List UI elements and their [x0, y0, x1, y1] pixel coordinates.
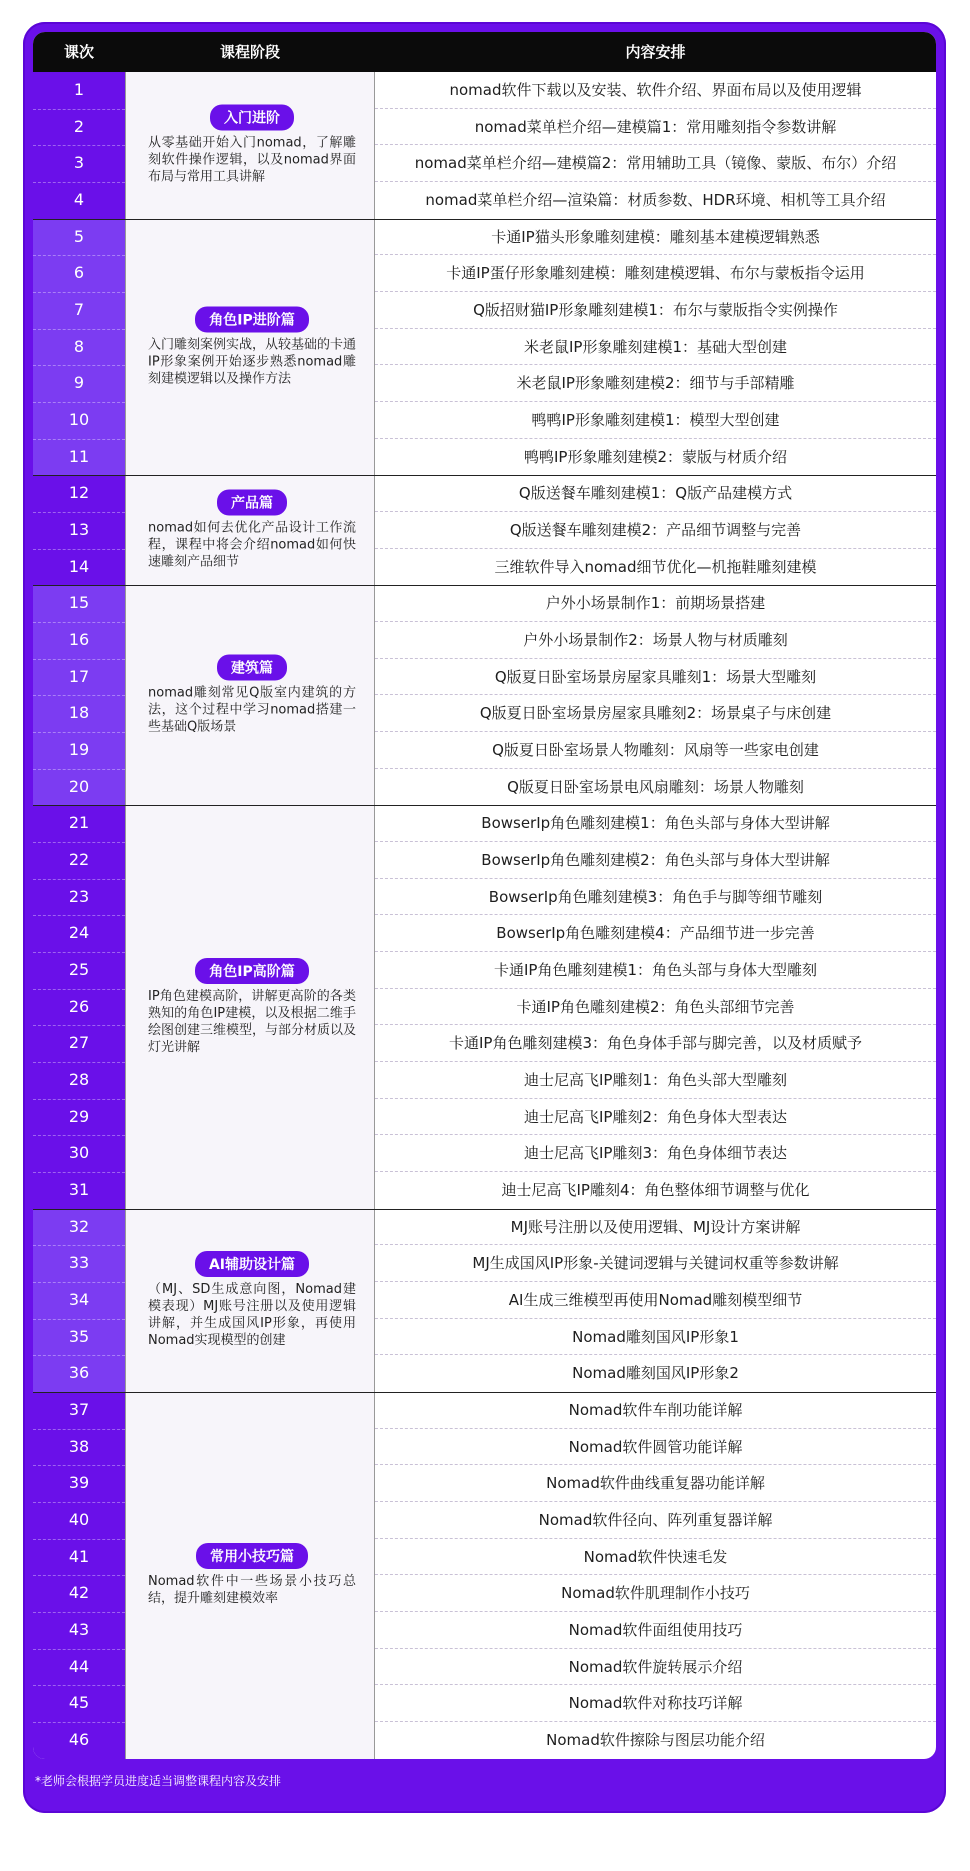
row-divider	[33, 1465, 125, 1466]
stage-divider	[33, 585, 936, 586]
stage-info	[148, 490, 356, 571]
lesson-number: 26	[33, 989, 125, 1026]
lesson-number: 37	[33, 1392, 125, 1429]
lesson-number: 43	[33, 1612, 125, 1649]
row-divider	[33, 1282, 125, 1283]
stage-info	[148, 1543, 356, 1607]
stage-divider	[33, 475, 936, 476]
lesson-number: 32	[33, 1209, 125, 1246]
lesson-content: Q版送餐车雕刻建模2：产品细节调整与完善	[375, 512, 936, 549]
lesson-content: Q版夏日卧室场景电风扇雕刻：场景人物雕刻	[507, 777, 804, 796]
lesson-content: 鸭鸭IP形象雕刻建模2：蒙版与材质介绍	[523, 447, 787, 466]
lesson-number: 6	[33, 255, 125, 292]
row-divider	[33, 732, 125, 733]
lesson-number: 18	[33, 695, 125, 732]
row-divider	[33, 879, 125, 880]
lesson-number: 16	[33, 622, 125, 659]
row-divider	[33, 1539, 125, 1540]
lesson-content: Nomad软件快速毛发	[375, 1539, 936, 1576]
row-divider	[33, 1575, 125, 1576]
lesson-content: 迪士尼高飞IP雕刻4：角色整体细节调整与优化	[501, 1181, 810, 1200]
lesson-number: 46	[33, 1722, 125, 1759]
lesson-content: Nomad软件肌理制作小技巧	[375, 1575, 936, 1612]
lesson-content: 卡通IP猫头形象雕刻建模：雕刻基本建模逻辑熟悉	[375, 219, 936, 256]
row-divider	[33, 402, 125, 403]
row-divider	[33, 1722, 125, 1723]
lesson-content: 迪士尼高飞IP雕刻3：角色身体细节表达	[375, 1135, 936, 1172]
row-divider	[33, 695, 125, 696]
lesson-content: BowserIp角色雕刻建模2：角色头部与身体大型讲解	[375, 842, 936, 879]
row-divider	[33, 255, 125, 256]
stage-info	[148, 105, 356, 186]
stage-cell	[125, 72, 375, 219]
row-divider	[33, 1099, 125, 1100]
header-content: 内容安排	[625, 43, 686, 61]
lesson-content: Nomad软件车削功能详解	[375, 1392, 936, 1429]
row-divider	[33, 915, 125, 916]
stage-description: Nomad软件中一些场景小技巧总结，提升雕刻建模效率	[148, 1574, 356, 1607]
lesson-content: MJ账号注册以及使用逻辑、MJ设计方案讲解	[375, 1209, 936, 1246]
row-divider	[33, 365, 125, 366]
stage-description: （MJ、SD生成意向图，Nomad建模表现）MJ账号注册以及使用逻辑讲解，并生成国风IP形象，再使用Nomad实现模型的创建	[148, 1282, 356, 1349]
lesson-number: 40	[33, 1502, 125, 1539]
stage-info	[148, 307, 356, 388]
lesson-number: 9	[33, 365, 125, 402]
row-divider	[33, 1649, 125, 1650]
row-divider	[33, 1245, 125, 1246]
lesson-content: nomad菜单栏介绍—渲染篇：材质参数、HDR环境、相机等工具介绍	[425, 191, 886, 209]
lesson-number: 23	[33, 879, 125, 916]
lesson-content: 米老鼠IP形象雕刻建模2：细节与手部精雕	[375, 365, 936, 402]
row-divider	[33, 659, 125, 660]
row-divider	[33, 1172, 125, 1173]
lesson-content: 迪士尼高飞IP雕刻2：角色身体大型表达	[375, 1099, 936, 1136]
lesson-number: 22	[33, 842, 125, 879]
stage-title-badge: AI辅助设计篇	[195, 1251, 309, 1277]
lesson-number: 1	[33, 72, 125, 109]
row-divider	[33, 109, 125, 110]
lesson-number: 34	[33, 1282, 125, 1319]
lesson-number: 20	[33, 769, 125, 806]
lesson-content: Q版夏日卧室场景房屋家具雕刻1：场景大型雕刻	[375, 659, 936, 696]
header-lesson-no: 课次	[63, 43, 94, 61]
row-divider	[33, 439, 125, 440]
stage-cell	[125, 219, 375, 476]
lesson-content: 米老鼠IP形象雕刻建模1：基础大型创建	[375, 329, 936, 366]
lesson-content: 卡通IP角色雕刻建模2：角色头部细节完善	[375, 989, 936, 1026]
lesson-number: 44	[33, 1649, 125, 1686]
row-divider	[33, 622, 125, 623]
lesson-content: Nomad雕刻国风IP形象1	[375, 1319, 936, 1356]
lesson-number: 35	[33, 1319, 125, 1356]
lesson-content: 鸭鸭IP形象雕刻建模1：模型大型创建	[375, 402, 936, 439]
row-divider	[33, 989, 125, 990]
row-divider	[33, 1685, 125, 1686]
lesson-content: BowserIp角色雕刻建模3：角色手与脚等细节雕刻	[375, 879, 936, 916]
row-divider	[33, 952, 125, 953]
lesson-number: 41	[33, 1539, 125, 1576]
stage-description: nomad雕刻常见Q版室内建筑的方法，这个过程中学习nomad搭建一些基础Q版场景	[148, 685, 356, 735]
lesson-number: 27	[33, 1025, 125, 1062]
stage-description: 从零基础开始入门nomad，了解雕刻软件操作逻辑，以及nomad界面布局与常用工具讲解	[148, 135, 356, 185]
stage-title-badge: 产品篇	[217, 490, 287, 516]
lesson-number: 5	[33, 219, 125, 256]
stage-cell	[125, 1392, 375, 1759]
stage-cell	[125, 1209, 375, 1392]
stage-info	[148, 655, 356, 736]
row-divider	[33, 1062, 125, 1063]
course-table	[33, 32, 936, 1759]
row-divider	[33, 842, 125, 843]
stage-title-badge: 入门进阶	[210, 105, 294, 131]
row-divider	[33, 1135, 125, 1136]
lesson-number: 33	[33, 1245, 125, 1282]
stage-info	[148, 958, 356, 1056]
stage-divider	[33, 1392, 936, 1393]
row-divider	[33, 329, 125, 330]
lesson-content: MJ生成国风IP形象-关键词逻辑与关键词权重等参数讲解	[375, 1245, 936, 1282]
stage-divider	[33, 219, 936, 220]
lesson-number: 45	[33, 1685, 125, 1722]
stage-info	[148, 1251, 356, 1349]
row-divider	[33, 1025, 125, 1026]
lesson-number: 31	[33, 1172, 125, 1209]
lesson-number: 28	[33, 1062, 125, 1099]
lesson-number: 19	[33, 732, 125, 769]
lesson-content: Q版招财猫IP形象雕刻建模1：布尔与蒙版指令实例操作	[375, 292, 936, 329]
lesson-number: 15	[33, 585, 125, 622]
stage-title-badge: 角色IP高阶篇	[195, 958, 308, 984]
lesson-number: 10	[33, 402, 125, 439]
lesson-content: Nomad软件面组使用技巧	[375, 1612, 936, 1649]
lesson-content: Nomad软件圆管功能详解	[375, 1429, 936, 1466]
stage-cell	[125, 805, 375, 1208]
lesson-content: 迪士尼高飞IP雕刻1：角色头部大型雕刻	[375, 1062, 936, 1099]
lesson-content: Nomad软件对称技巧详解	[375, 1685, 936, 1722]
header-stage: 课程阶段	[219, 43, 280, 61]
lesson-content: AI生成三维模型再使用Nomad雕刻模型细节	[375, 1282, 936, 1319]
lesson-number: 25	[33, 952, 125, 989]
lesson-content: BowserIp角色雕刻建模4：产品细节进一步完善	[375, 915, 936, 952]
stage-divider	[33, 805, 936, 806]
lesson-number: 42	[33, 1575, 125, 1612]
lesson-number: 14	[33, 549, 125, 586]
lesson-content: Q版夏日卧室场景人物雕刻：风扇等一些家电创建	[375, 732, 936, 769]
lesson-number: 36	[33, 1355, 125, 1392]
lesson-number: 30	[33, 1135, 125, 1172]
lesson-content: 三维软件导入nomad细节优化—机拖鞋雕刻建模	[494, 557, 817, 576]
footer-note: *老师会根据学员进度适当调整课程内容及安排	[35, 1774, 282, 1788]
stage-description: 入门雕刻案例实战，从较基础的卡通IP形象案例开始逐步熟悉nomad雕刻建模逻辑以及操作方法	[148, 337, 357, 387]
stage-title-badge: 建筑篇	[217, 655, 287, 681]
stage-cell	[125, 585, 375, 805]
row-divider	[33, 292, 125, 293]
lesson-number: 11	[33, 439, 125, 476]
row-divider	[33, 1429, 125, 1430]
stage-divider	[33, 1209, 936, 1210]
stage-title-badge: 角色IP进阶篇	[195, 307, 308, 333]
stage-cell	[125, 475, 375, 585]
lesson-content: Q版送餐车雕刻建模1：Q版产品建模方式	[375, 475, 936, 512]
lesson-number: 21	[33, 805, 125, 842]
lesson-content: Nomad软件曲线重复器功能详解	[375, 1465, 936, 1502]
row-divider	[33, 512, 125, 513]
lesson-content: nomad菜单栏介绍—建模篇2：常用辅助工具（镜像、蒙版、布尔）介绍	[375, 145, 936, 182]
row-divider	[33, 145, 125, 146]
lesson-content: nomad软件下载以及安装、软件介绍、界面布局以及使用逻辑	[375, 72, 936, 109]
lesson-content: 户外小场景制作1：前期场景搭建	[375, 585, 936, 622]
lesson-number: 4	[33, 182, 125, 219]
lesson-number: 38	[33, 1429, 125, 1466]
lesson-number: 3	[33, 145, 125, 182]
lesson-content: Nomad雕刻国风IP形象2	[572, 1364, 739, 1383]
row-divider	[33, 1319, 125, 1320]
stage-description: nomad如何去优化产品设计工作流程，课程中将会介绍nomad如何快速雕刻产品细节	[148, 520, 356, 570]
lesson-number: 2	[33, 109, 125, 146]
lesson-content: 户外小场景制作2：场景人物与材质雕刻	[375, 622, 936, 659]
course-frame	[23, 22, 946, 1813]
lesson-number: 12	[33, 475, 125, 512]
lesson-number: 17	[33, 659, 125, 696]
row-divider	[33, 182, 125, 183]
stage-title-badge: 常用小技巧篇	[196, 1543, 308, 1569]
lesson-content: 卡通IP角色雕刻建模1：角色头部与身体大型雕刻	[375, 952, 936, 989]
lesson-number: 29	[33, 1099, 125, 1136]
lesson-number: 39	[33, 1465, 125, 1502]
lesson-content: Q版夏日卧室场景房屋家具雕刻2：场景桌子与床创建	[375, 695, 936, 732]
stage-description: IP角色建模高阶，讲解更高阶的各类熟知的角色IP建模，以及根据二维手绘图创建三维模型，与部分材质以及灯光讲解	[148, 989, 357, 1056]
row-divider	[33, 769, 125, 770]
lesson-content: Nomad软件擦除与图层功能介绍	[546, 1731, 765, 1750]
lesson-content: BowserIp角色雕刻建模1：角色头部与身体大型讲解	[375, 805, 936, 842]
lesson-number: 8	[33, 329, 125, 366]
row-divider	[33, 1502, 125, 1503]
lesson-content: 卡通IP蛋仔形象雕刻建模：雕刻建模逻辑、布尔与蒙板指令运用	[375, 255, 936, 292]
lesson-content: 卡通IP角色雕刻建模3：角色身体手部与脚完善，以及材质赋予	[375, 1025, 936, 1062]
lesson-content: nomad菜单栏介绍—建模篇1：常用雕刻指令参数讲解	[375, 109, 936, 146]
lesson-content: Nomad软件径向、阵列重复器详解	[375, 1502, 936, 1539]
table-header	[33, 32, 936, 72]
lesson-number: 24	[33, 915, 125, 952]
lesson-content: Nomad软件旋转展示介绍	[375, 1649, 936, 1686]
row-divider	[33, 1355, 125, 1356]
row-divider	[33, 549, 125, 550]
lesson-number: 13	[33, 512, 125, 549]
row-divider	[33, 1612, 125, 1613]
lesson-number: 7	[33, 292, 125, 329]
